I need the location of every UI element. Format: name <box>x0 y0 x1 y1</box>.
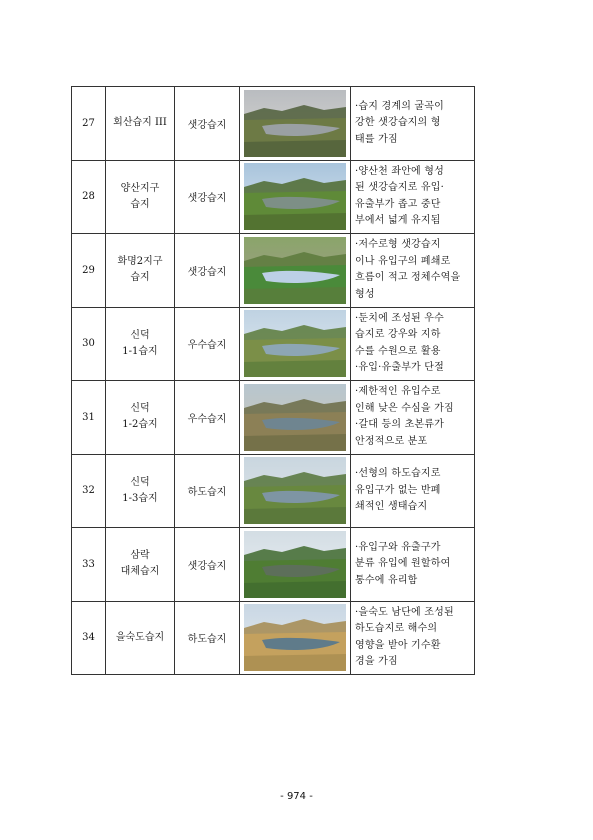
description-line: 안정적으로 분포 <box>355 435 428 447</box>
wetland-name-line: 회산습지 III <box>113 117 167 129</box>
wetland-photo <box>244 457 346 524</box>
wetland-photo-cell <box>240 307 351 381</box>
wetland-photo <box>244 384 346 451</box>
wetland-photo <box>244 604 346 671</box>
wetland-number: 27 <box>72 87 106 161</box>
wetland-type: 샛강습지 <box>175 528 240 602</box>
table-row <box>72 528 475 602</box>
description-line: 유입구가 없는 반폐 <box>355 484 441 496</box>
wetland-description <box>351 454 475 528</box>
wetland-name-line: 대체습지 <box>120 566 160 578</box>
description-line: 통수에 유리함 <box>355 574 418 586</box>
wetland-type: 하도습지 <box>175 601 240 675</box>
description-line: 유출부가 좁고 중단 <box>355 198 441 210</box>
wetland-description <box>351 381 475 455</box>
description-line: 부에서 넓게 유지됨 <box>355 215 441 227</box>
description-line: 경을 가짐 <box>355 656 398 668</box>
wetland-photo-cell <box>240 454 351 528</box>
description-line: 태를 가짐 <box>355 133 398 145</box>
description-line: 쇄적인 생태습지 <box>355 501 428 512</box>
description-line: ·유입·유출부가 단절 <box>355 362 445 374</box>
wetland-type: 우수습지 <box>175 381 240 455</box>
description-line: 수를 수원으로 활용 <box>355 345 441 357</box>
description-line: ·습지 경계의 굴곡이 <box>355 100 445 112</box>
wetland-type: 샛강습지 <box>175 234 240 308</box>
wetland-photo <box>244 163 346 230</box>
wetland-type: 샛강습지 <box>175 87 240 161</box>
wetland-number: 34 <box>72 601 106 675</box>
description-line: ·제한적인 유입수로 <box>355 386 441 398</box>
wetland-name-line: 1-3습지 <box>122 492 158 504</box>
wetland-name-line: 신덕 <box>130 476 150 488</box>
wetland-name-line: 을숙도습지 <box>115 631 165 643</box>
wetland-table <box>71 86 475 675</box>
wetland-number: 30 <box>72 307 106 381</box>
page-number: - 974 - <box>280 791 313 802</box>
description-line: ·저수로형 샛강습지 <box>355 239 441 251</box>
wetland-description <box>351 307 475 381</box>
description-line: 하도습지로 해수의 <box>355 623 438 635</box>
wetland-photo-cell <box>240 160 351 234</box>
wetland-name-line: 화명2지구 <box>117 256 163 268</box>
wetland-name-line: 신덕 <box>130 403 150 415</box>
wetland-photo-cell <box>240 381 351 455</box>
table-row <box>72 160 475 234</box>
wetland-name-line: 삼락 <box>130 550 150 562</box>
wetland-name-line: 1-1습지 <box>122 345 158 357</box>
description-line: 인해 낮은 수심을 가짐 <box>355 402 454 414</box>
description-line: 된 샛강습지로 유입· <box>355 182 445 194</box>
wetland-number: 32 <box>72 454 106 528</box>
description-line: 형성 <box>355 288 375 300</box>
wetland-description <box>351 87 475 161</box>
wetland-number: 28 <box>72 160 106 234</box>
wetland-photo-cell <box>240 601 351 675</box>
table-row <box>72 381 475 455</box>
description-line: 습지로 강우와 지하 <box>355 329 441 341</box>
table-row <box>72 454 475 528</box>
wetland-name <box>106 381 175 455</box>
description-line: ·갈대 등의 초본류가 <box>355 419 445 431</box>
wetland-number: 31 <box>72 381 106 455</box>
wetland-number: 29 <box>72 234 106 308</box>
wetland-photo-cell <box>240 87 351 161</box>
wetland-name-line: 습지 <box>130 198 150 210</box>
wetland-name-line: 신덕 <box>130 329 150 341</box>
wetland-name <box>106 454 175 528</box>
wetland-number: 33 <box>72 528 106 602</box>
wetland-name-line: 양산지구 <box>120 182 160 194</box>
description-line: 흐름이 적고 정체수역을 <box>355 272 461 284</box>
description-line: ·둔치에 조성된 우수 <box>355 312 445 324</box>
wetland-name <box>106 528 175 602</box>
wetland-photo <box>244 531 346 598</box>
wetland-description <box>351 160 475 234</box>
wetland-name <box>106 601 175 675</box>
wetland-description <box>351 528 475 602</box>
wetland-photo <box>244 310 346 377</box>
table-row <box>72 87 475 161</box>
wetland-photo <box>244 90 346 157</box>
wetland-name <box>106 160 175 234</box>
wetland-description <box>351 601 475 675</box>
table-row <box>72 307 475 381</box>
description-line: ·선형의 하도습지로 <box>355 468 441 479</box>
wetland-name <box>106 87 175 161</box>
description-line: ·을숙도 남단에 조성된 <box>355 606 454 618</box>
description-line: 분류 유입에 원할하여 <box>355 558 451 569</box>
wetland-photo-cell <box>240 528 351 602</box>
wetland-name <box>106 307 175 381</box>
table-row <box>72 601 475 675</box>
wetland-description <box>351 234 475 308</box>
table-row <box>72 234 475 308</box>
wetland-name <box>106 234 175 308</box>
wetland-type: 하도습지 <box>175 454 240 528</box>
wetland-type: 샛강습지 <box>175 160 240 234</box>
wetland-photo <box>244 237 346 304</box>
description-line: ·유입구와 유출구가 <box>355 541 441 553</box>
wetland-type: 우수습지 <box>175 307 240 381</box>
description-line: 강한 샛강습지의 형 <box>355 117 441 128</box>
wetland-name-line: 습지 <box>130 272 150 284</box>
description-line: 영향을 받아 기수환 <box>355 639 441 651</box>
wetland-name-line: 1-2습지 <box>122 419 158 431</box>
description-line: 이나 유입구의 폐쇄로 <box>355 255 451 267</box>
description-line: ·양산천 좌안에 형성 <box>355 165 445 177</box>
wetland-photo-cell <box>240 234 351 308</box>
